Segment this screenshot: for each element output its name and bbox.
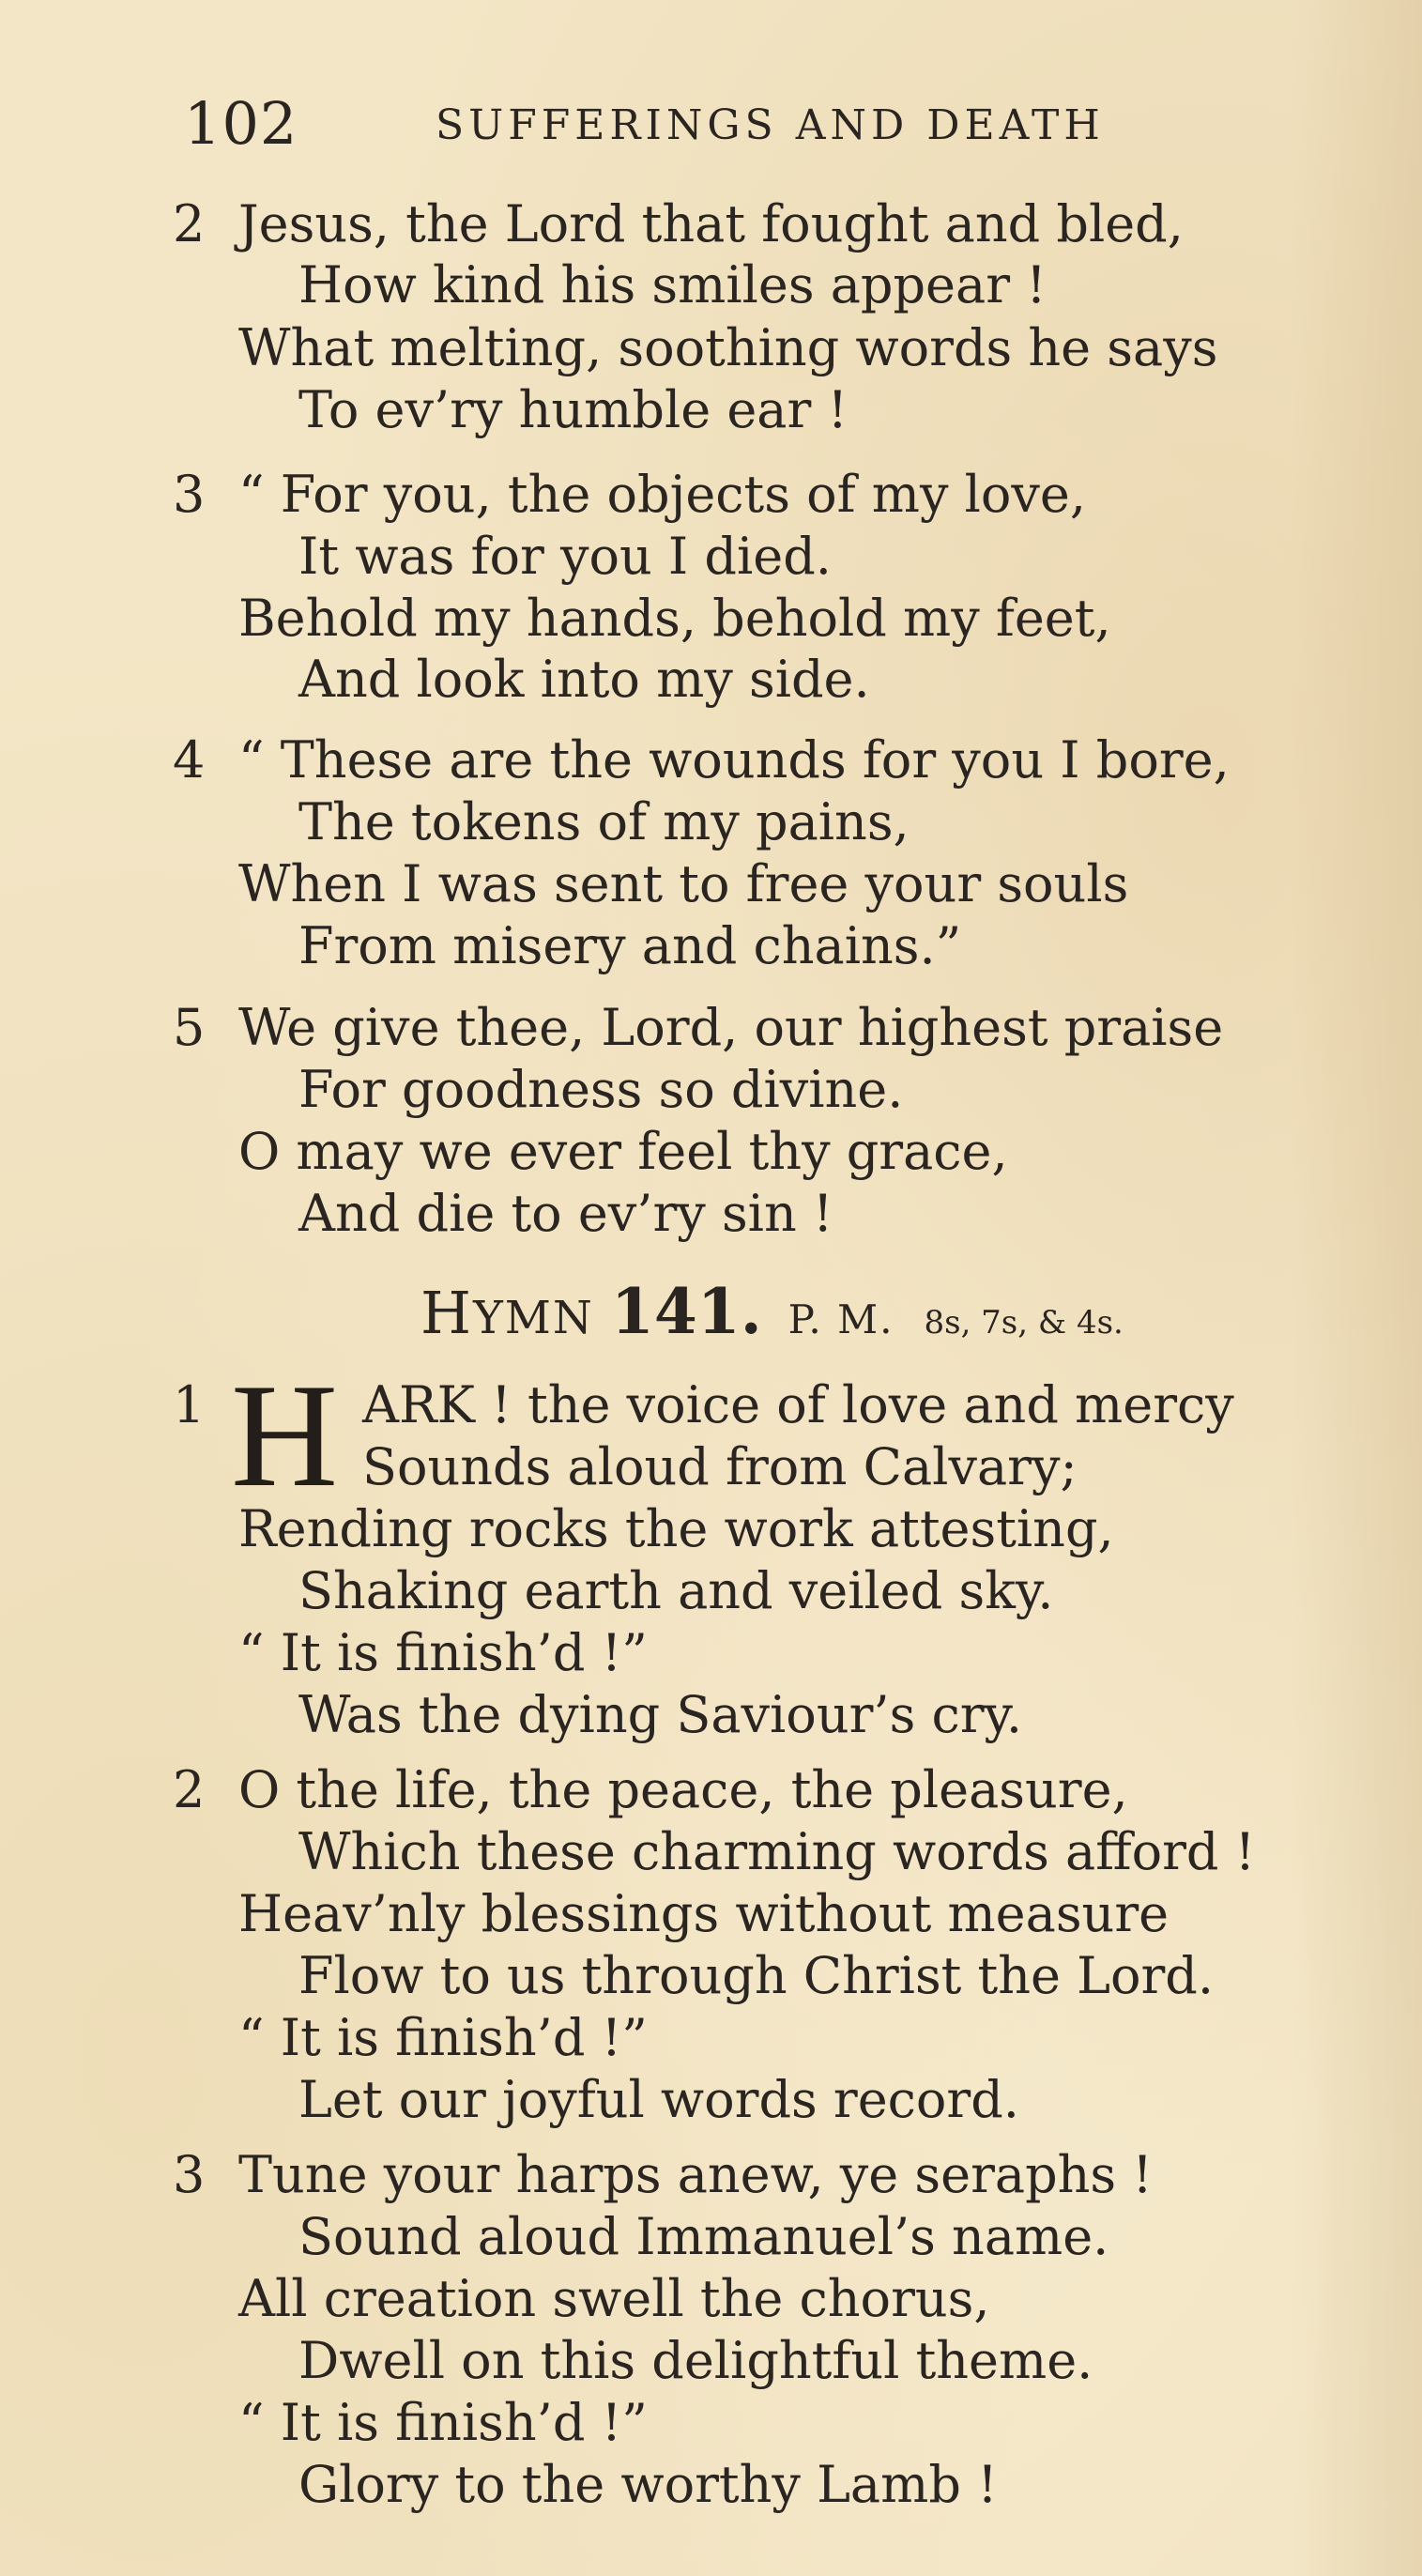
verse-line: Jesus, the Lord that fought and bled, xyxy=(238,194,1184,253)
verse-line: ARK ! the voice of love and mercy xyxy=(362,1375,1234,1434)
verse-line: “ It is finish’d !” xyxy=(238,2393,648,2452)
verse-line: All creation swell the chorus, xyxy=(238,2269,990,2328)
verse-line: “ It is finish’d !” xyxy=(238,1623,648,1682)
stanza-number: 2 xyxy=(173,1760,206,1819)
verse-line: From misery and chains.” xyxy=(298,916,962,975)
stanza-number: 5 xyxy=(173,998,206,1057)
verse-line: We give thee, Lord, our highest praise xyxy=(238,998,1224,1057)
verse-line: Sound aloud Immanuel’s name. xyxy=(298,2207,1109,2266)
verse-line: It was for you I died. xyxy=(298,527,832,586)
drop-cap: H xyxy=(231,1354,339,1518)
verse-line: When I was sent to free your souls xyxy=(238,854,1129,913)
verse-line: Let our joyful words record. xyxy=(298,2070,1019,2129)
hymn-meter: P. M. xyxy=(787,1296,894,1342)
stanza-number: 3 xyxy=(173,2145,206,2204)
stanza-number: 3 xyxy=(173,465,206,524)
verse-line: O may we ever feel thy grace, xyxy=(238,1122,1008,1181)
verse-line: To ev’ry humble ear ! xyxy=(298,380,849,439)
hymn-heading xyxy=(420,1275,1265,1350)
verse-line: Shaking earth and veiled sky. xyxy=(298,1561,1054,1620)
hymn-meter-detail: 8s, 7s, & 4s. xyxy=(924,1304,1124,1342)
verse-line: “ It is finish’d !” xyxy=(238,2008,648,2067)
verse-line: For goodness so divine. xyxy=(298,1060,904,1119)
stanza-number: 4 xyxy=(173,730,206,790)
hymn-label: HYMN xyxy=(420,1279,594,1347)
stanza-number: 2 xyxy=(173,194,206,253)
verse-line: Behold my hands, behold my feet, xyxy=(238,589,1111,648)
verse-line: Tune your harps anew, ye seraphs ! xyxy=(238,2145,1154,2204)
verse-line: Which these charming words afford ! xyxy=(298,1822,1256,1881)
verse-line: “ For you, the objects of my love, xyxy=(238,465,1087,524)
page-edge-shading xyxy=(1291,0,1422,2576)
hymn-number: 141. xyxy=(610,1275,762,1348)
verse-line: The tokens of my pains, xyxy=(298,792,910,851)
verse-line: What melting, soothing words he says xyxy=(238,318,1218,377)
verse-line: And die to ev’ry sin ! xyxy=(298,1184,833,1243)
verse-line: Dwell on this delightful theme. xyxy=(298,2331,1093,2390)
verse-line: O the life, the peace, the pleasure, xyxy=(238,1760,1128,1819)
verse-line: “ These are the wounds for you I bore, xyxy=(238,730,1230,790)
verse-line: Rending rocks the work attesting, xyxy=(238,1499,1114,1558)
verse-line: Flow to us through Christ the Lord. xyxy=(298,1946,1215,2005)
verse-line: Sounds aloud from Calvary; xyxy=(362,1437,1078,1496)
verse-line: Was the dying Saviour’s cry. xyxy=(298,1685,1023,1744)
page-header xyxy=(184,86,1216,161)
verse-line: Glory to the worthy Lamb ! xyxy=(298,2455,998,2514)
stanza-number: 1 xyxy=(173,1375,206,1434)
verse-line: And look into my side. xyxy=(298,650,870,709)
running-head: SUFFERINGS AND DEATH xyxy=(436,101,1105,149)
page-number: 102 xyxy=(184,89,298,158)
verse-line: Heav’nly blessings without measure xyxy=(238,1884,1170,1943)
verse-line: How kind his smiles appear ! xyxy=(298,255,1047,314)
